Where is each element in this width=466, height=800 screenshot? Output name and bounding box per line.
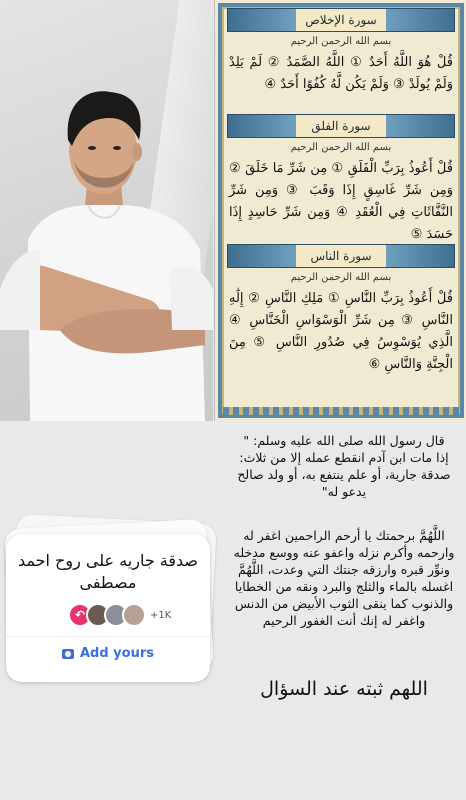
basmala-1: بسم الله الرحمن الرحيم: [290, 36, 392, 47]
dua-text: اللَّهُمَّ برحمتك يا أرحم الراحمين اغفر له وارحمه وأكرم نزله واعفو عنه ووسع مدخله ونوِّر قبره وارزقه جنتك التي وعدت، اللَّهُمَّ اغسله بالماء والثلج والبرد ونقه من الخطايا والذنوب كما ينقى الثوب الأبيض من الدنس واغفر له إنك أنت الغفور الرحيم: [233, 528, 455, 628]
hadith-text: قال رسول الله صلى الله عليه وسلم: " إذا مات ابن آدم انقطع عمله إلا من ثلاث: صدقة جارية، أو علم ينتفع به، أو ولد صالح يدعو له": [237, 433, 451, 499]
surah-ikhlas-text: قُلْ هُوَ اللَّهُ أَحَدٌ ① اللَّهُ الصَّمَدُ ② لَمْ يَلِدْ وَلَمْ يُولَدْ ③ وَلَمْ يَكُن لَّهُ كُفُوًا أَحَدٌ ④: [229, 55, 453, 92]
portrait-photo: [0, 0, 213, 421]
avatar: [122, 603, 146, 627]
surah-falaq-title: سورة الفلق: [311, 119, 371, 133]
participant-avatars[interactable]: [68, 604, 171, 626]
surah-ikhlas-header: [227, 8, 455, 32]
basmala-3: بسم الله الرحمن الرحيم: [290, 272, 392, 283]
quran-page-image: [214, 0, 466, 421]
surah-nas-title: سورة الناس: [310, 249, 372, 263]
participant-count: +1K: [150, 609, 172, 621]
surah-falaq-header: [227, 114, 455, 138]
sticker-divider: [6, 636, 210, 637]
final-prayer-line: اللهم ثبته عند السؤال: [260, 678, 428, 700]
add-yours-button[interactable]: [6, 646, 210, 661]
surah-nas-text: قُلْ أَعُوذُ بِرَبِّ النَّاسِ ① مَلِكِ النَّاسِ ② إِلَٰهِ النَّاسِ ③ مِن شَرِّ الْوَسْوَاسِ الْخَنَّاسِ ④ الَّذِي يُوَسْوِسُ فِي صُدُورِ النَّاسِ ⑤ مِنَ الْجِنَّةِ وَالنَّاسِ ⑥: [229, 291, 453, 372]
share-arrow-icon[interactable]: ↶: [68, 603, 92, 627]
surah-falaq-text: قُلْ أَعُوذُ بِرَبِّ الْفَلَقِ ① مِن شَرِّ مَا خَلَقَ ② وَمِن شَرِّ غَاسِقٍ إِذَا وَقَبَ ③ وَمِن شَرِّ النَّفَّاثَاتِ فِي الْعُقَدِ ④ وَمِن شَرِّ حَاسِدٍ إِذَا حَسَدَ ⑤: [229, 161, 453, 242]
surah-ikhlas-title: سورة الإخلاص: [305, 13, 377, 27]
person-illustration: [0, 0, 213, 421]
add-yours-label: Add yours: [79, 646, 154, 661]
camera-icon: [62, 649, 74, 659]
basmala-2: بسم الله الرحمن الرحيم: [290, 142, 392, 153]
quran-bottom-ornament: [223, 407, 459, 415]
surah-nas-header: [227, 244, 455, 268]
sticker-prompt-text: صدقة جاريه على روح احمد مصطفى: [17, 551, 199, 592]
add-yours-sticker[interactable]: [6, 534, 210, 682]
